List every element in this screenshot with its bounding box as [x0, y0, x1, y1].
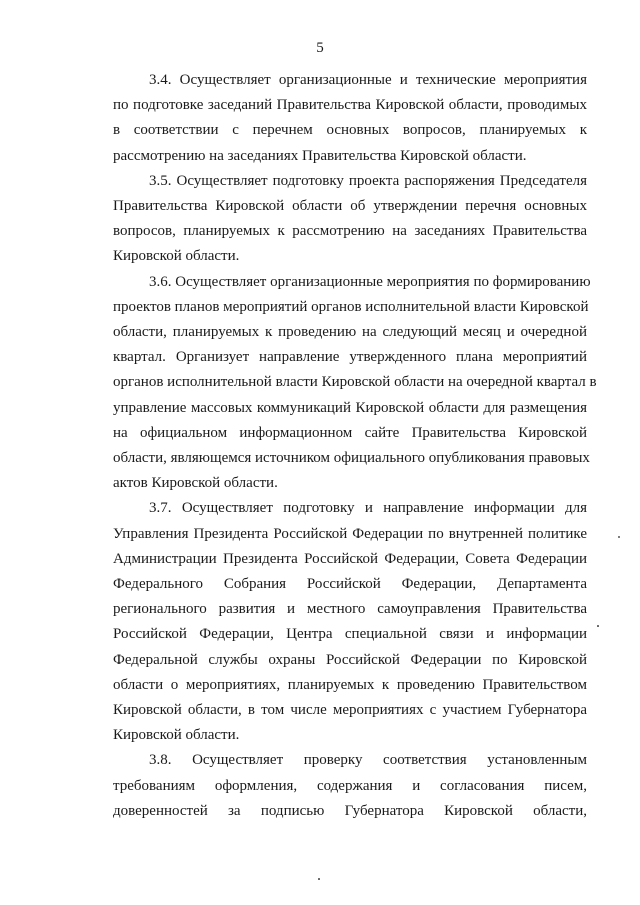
- text-line: 3.4. Осуществляет организационные и технические мероприятия: [149, 72, 587, 88]
- text-line: Кировской области.: [113, 727, 240, 744]
- text-line: 3.5. Осуществляет подготовку проекта распоряжения Председателя: [149, 172, 587, 189]
- text-line: требованиям оформления, содержания и согласования писем,: [113, 777, 587, 794]
- text-line: Федеральной службы охраны Российской Федерации по Кировской: [113, 651, 587, 668]
- text-line: области, планируемых к проведению на следующий месяц и очередной: [113, 324, 587, 341]
- scan-speck: [597, 625, 599, 627]
- text-line: вопросов, планируемых к рассмотрению на заседаниях Правительства: [113, 223, 587, 240]
- text-line: управление массовых коммуникаций Кировской области для размещения: [113, 399, 587, 416]
- text-line: органов исполнительной власти Кировской области на очередной квартал в: [113, 374, 597, 391]
- text-line: Управления Президента Российской Федерации по внутренней политике: [113, 525, 587, 542]
- text-line: Федерального Собрания Российской Федерации, Департамента: [113, 576, 587, 593]
- text-line: Правительства Кировской области об утверждении перечня основных: [113, 198, 587, 215]
- paragraph-3-7: [113, 496, 587, 748]
- text-line: актов Кировской области.: [113, 475, 278, 492]
- text-line: по подготовке заседаний Правительства Кировской области, проводимых: [113, 97, 587, 114]
- scan-speck: [618, 536, 620, 538]
- text-line: Российской Федерации, Центра специальной связи и информации: [113, 626, 587, 643]
- text-line: 3.6. Осуществляет организационные мероприятия по формированию: [149, 273, 591, 290]
- text-line: доверенностей за подписью Губернатора Кировской области,: [113, 802, 587, 819]
- text-line: в соответствии с перечнем основных вопросов, планируемых к: [113, 122, 587, 139]
- text-line: области о мероприятиях, планируемых к проведению Правительством: [113, 676, 587, 693]
- paragraph-3-4: [113, 68, 587, 169]
- document-body: [113, 68, 597, 824]
- text-line: проектов планов мероприятий органов исполнительной власти Кировской: [113, 298, 589, 315]
- page-number: 5: [316, 40, 324, 56]
- text-line: Кировской области.: [113, 248, 240, 265]
- text-line: рассмотрению на заседаниях Правительства Кировской области.: [113, 147, 527, 164]
- paragraph-3-5: [113, 169, 587, 270]
- text-line: на официальном информационном сайте Правительства Кировской: [113, 424, 587, 441]
- text-line: 3.7. Осуществляет подготовку и направление информации для: [149, 500, 587, 517]
- paragraph-3-8: [113, 748, 587, 824]
- text-line: квартал. Организует направление утвержденного плана мероприятий: [113, 349, 587, 366]
- paragraph-3-6: [113, 270, 597, 497]
- scan-speck: [318, 878, 320, 880]
- text-line: Кировской области, в том числе мероприятиях с участием Губернатора: [113, 702, 587, 719]
- text-line: регионального развития и местного самоуправления Правительства: [113, 601, 587, 618]
- text-line: области, являющемся источником официального опубликования правовых: [113, 450, 590, 467]
- text-line: Администрации Президента Российской Федерации, Совета Федерации: [113, 550, 587, 567]
- text-line: 3.8. Осуществляет проверку соответствия установленным: [149, 752, 587, 769]
